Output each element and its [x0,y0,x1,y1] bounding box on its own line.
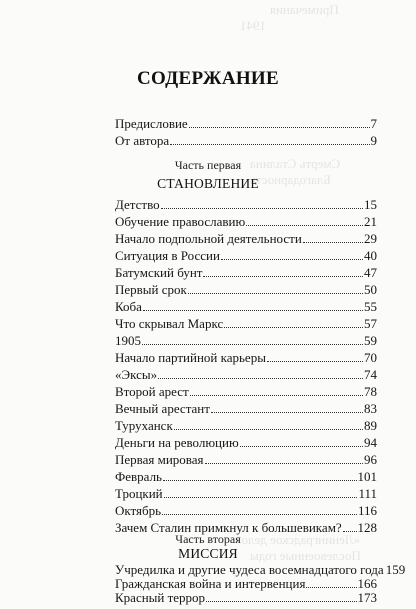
toc-entry-page: 111 [358,486,377,501]
toc-entry-title: 1905 [115,333,141,348]
toc-entry-page: 9 [370,133,377,148]
toc-entry-page: 74 [364,367,377,382]
toc-entry-title: Февраль [115,469,162,484]
toc-entry[interactable] [115,399,377,416]
page-title: СОДЕРЖАНИЕ [137,68,279,89]
toc-entry-page: 70 [364,350,377,365]
toc-entry[interactable] [115,246,377,263]
toc-entry-title: Троцкий [115,486,163,501]
part-label: Часть первая [174,158,242,172]
toc-entry-page: 166 [357,576,377,591]
toc-entry-page: 83 [364,401,377,416]
toc-entry-page: 50 [364,282,377,297]
toc-entry-page: 7 [370,116,377,131]
toc-entry-title: Деньги на революцию [115,435,239,450]
toc-entry-title: Что скрывал Маркс [115,316,224,331]
toc-entry-title: Коба [115,299,142,314]
toc-entry[interactable] [115,501,377,518]
toc-entry[interactable] [115,331,377,348]
toc-entry-title: Детство [115,197,160,212]
part-title: МИССИЯ [178,546,238,561]
toc-entry-page: 128 [357,520,377,535]
part-label: Часть вторая [175,532,241,546]
toc-entry-title: Первый срок [115,282,187,297]
toc-entry-page: 57 [364,316,377,331]
toc-entry-page: 47 [364,265,377,280]
toc-entry[interactable] [115,562,406,577]
toc-entry-title: Учредилка и другие чудеса восемнадцатого года [115,562,384,577]
toc-entry-title: Первая мировая [115,452,204,467]
toc-entry-title: Начало подпольной деятельности [115,231,302,246]
toc-entry[interactable] [115,576,377,591]
toc-entry-title: От автора [115,133,170,148]
toc-entry-title: Ситуация в России [115,248,220,263]
toc-entry[interactable] [115,433,377,450]
toc-entry-page: 116 [357,503,377,518]
toc-entry[interactable] [115,263,377,280]
toc-entry-title: Туруханск [115,418,173,433]
toc-entry-title: Предисловие [115,116,188,131]
toc-entry-title: «Эксы» [115,367,158,382]
toc-entry-title: Октябрь [115,503,162,518]
toc-entry-page: 96 [364,452,377,467]
bleed-line: Благодарность [250,172,331,187]
toc-entry-page: 159 [385,562,406,577]
toc-entry[interactable] [115,195,377,212]
toc-entry-page: 15 [364,197,377,212]
toc-entry[interactable] [115,212,377,229]
toc-entry[interactable] [115,314,377,331]
bleed-line: Послевоенные годы [250,548,361,563]
toc-entry[interactable] [115,114,377,131]
toc-entry-title: Батумский бунт [115,265,203,280]
toc-entry-page: 40 [364,248,377,263]
part-title: СТАНОВЛЕНИЕ [157,176,259,191]
bleed-line: 1941 [240,18,266,33]
toc-entry[interactable] [115,467,377,484]
toc-entry-page: 89 [364,418,377,433]
toc-entry[interactable] [115,382,377,399]
toc-entry-title: Вечный арестант [115,401,210,416]
toc-entry-title: Начало партийной карьеры [115,350,266,365]
bleed-line: «Ленинградское дело» [235,532,361,547]
toc-entry[interactable] [115,365,377,382]
toc-entry[interactable] [115,297,377,314]
toc-entry-page: 29 [364,231,377,246]
bleed-line: Смерть Сталина [250,156,341,171]
toc-entry-page: 94 [364,435,377,450]
toc-entry-title: Второй арест [115,384,189,399]
toc-entry-title: Красный террор [115,590,206,605]
toc-entry-title: Обучение православию [115,214,246,229]
toc-entry-page: 59 [364,333,377,348]
toc-entry[interactable] [115,131,377,148]
bleed-line: Примечания [270,2,339,17]
toc-entry-title: Гражданская война и интервенция [115,576,306,591]
toc-entry-page: 173 [357,590,377,605]
toc-entry-page: 21 [364,214,377,229]
toc-entry[interactable] [115,348,377,365]
toc-entry-page: 55 [364,299,377,314]
toc-entry[interactable] [115,416,377,433]
toc-entry[interactable] [115,280,377,297]
toc-entry[interactable] [115,229,377,246]
toc-entry[interactable] [115,590,377,605]
toc-entry-page: 101 [357,469,377,484]
toc-entry[interactable] [115,484,377,501]
toc-entry[interactable] [115,450,377,467]
toc-entry-page: 78 [364,384,377,399]
toc-entry-title: Зачем Сталин примкнул к большевикам? [115,520,342,535]
